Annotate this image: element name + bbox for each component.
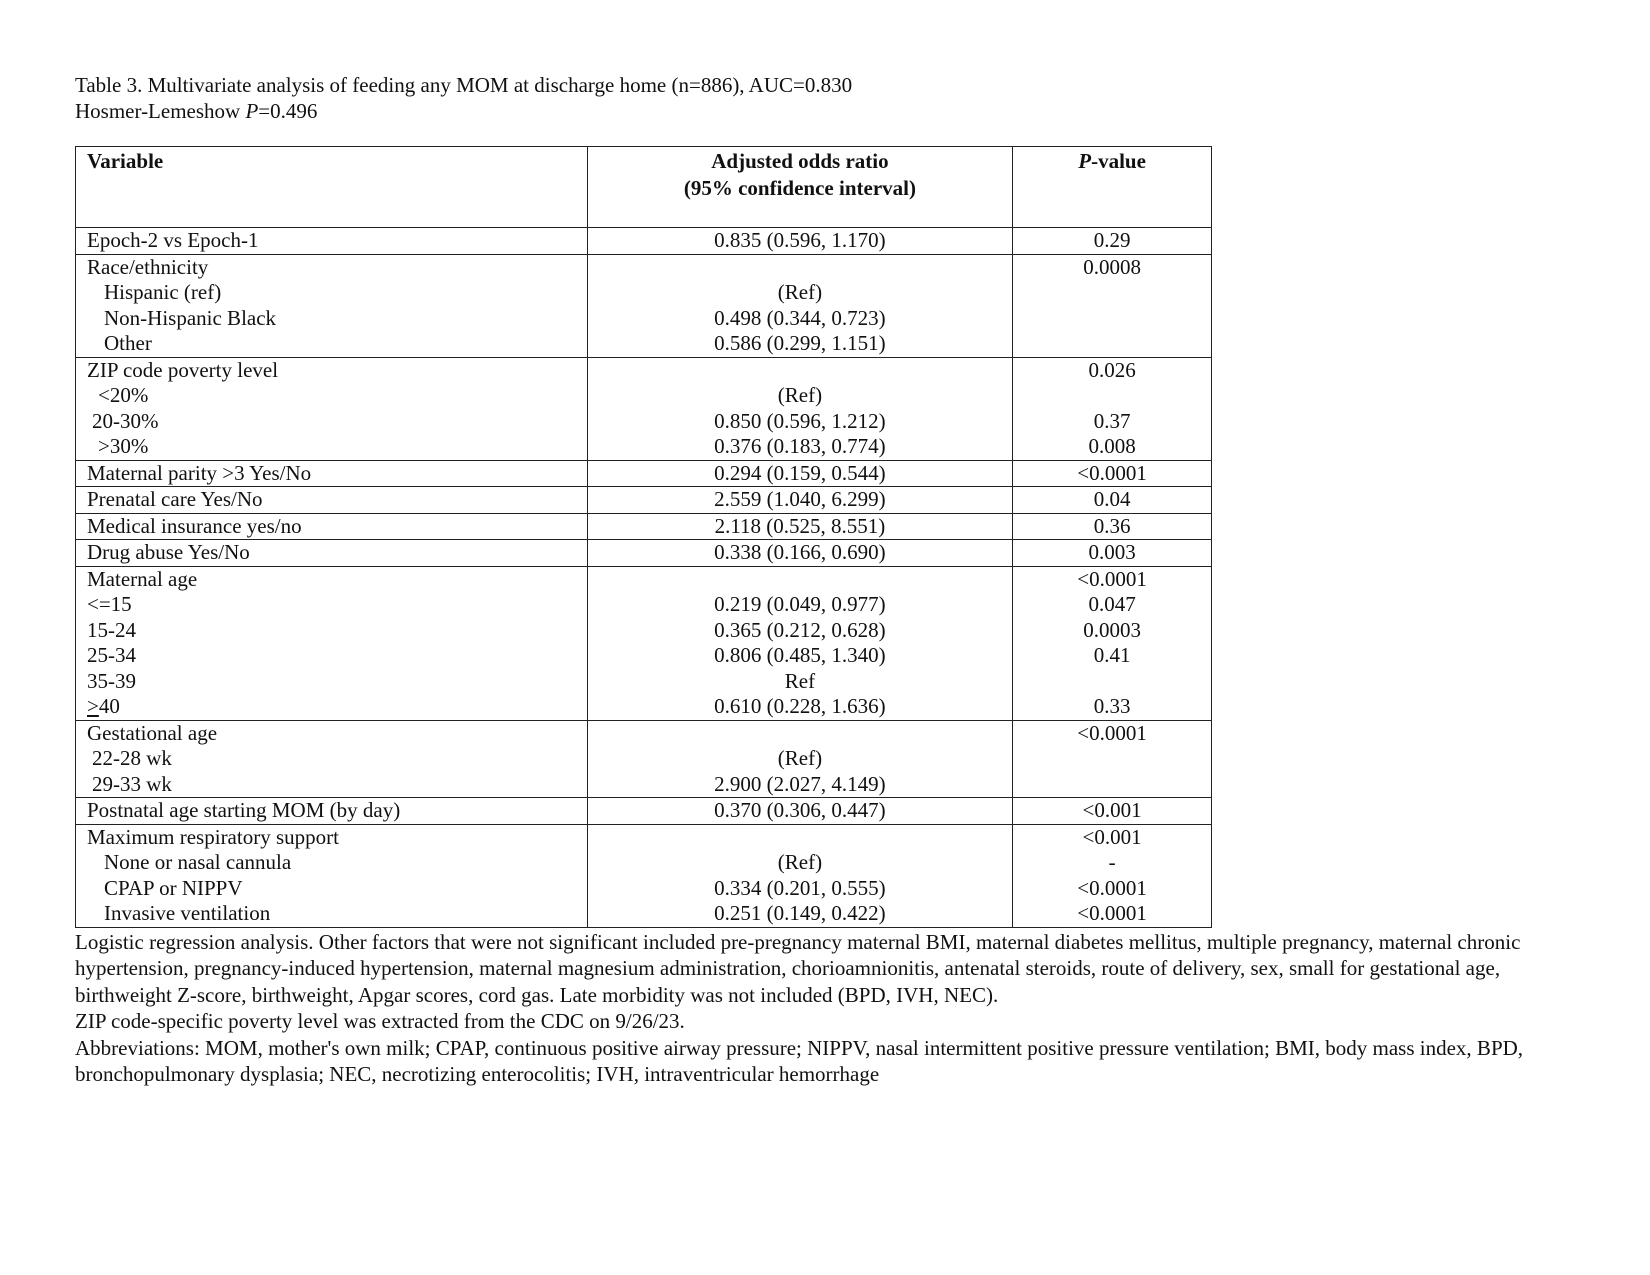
cell-p-value: [1013, 306, 1212, 332]
cell-p-value: 0.026: [1013, 357, 1212, 383]
table-row: [76, 280, 1212, 306]
cell-p-value: 0.047: [1013, 592, 1212, 618]
cell-odds-ratio: [587, 824, 1013, 850]
cell-odds-ratio: 0.370 (0.306, 0.447): [587, 798, 1013, 825]
table-row: [76, 540, 1212, 567]
cell-variable-rest: 40: [98, 694, 120, 718]
cell-p-value: [1013, 280, 1212, 306]
cell-variable: 22-28 wk: [76, 746, 588, 772]
cell-p-value: 0.003: [1013, 540, 1212, 567]
table-row: [76, 643, 1212, 669]
cell-p-value: 0.0008: [1013, 254, 1212, 280]
cell-p-value: 0.41: [1013, 643, 1212, 669]
underlined-symbol: >: [87, 694, 99, 718]
header-odds-ratio: [587, 147, 1013, 228]
table-group: [76, 228, 1212, 255]
cell-variable: <20%: [76, 383, 588, 409]
table-row: [76, 669, 1212, 695]
table-row: [76, 487, 1212, 514]
cell-p-value: <0.0001: [1013, 460, 1212, 487]
table-group: [76, 487, 1212, 514]
cell-odds-ratio: Ref: [587, 669, 1013, 695]
cell-variable: 15-24: [76, 618, 588, 644]
caption-line-2: [75, 98, 1595, 124]
cell-p-value: 0.36: [1013, 513, 1212, 540]
table-row: [76, 901, 1212, 927]
table-row: [76, 460, 1212, 487]
cell-odds-ratio: [587, 357, 1013, 383]
cell-odds-ratio: 2.559 (1.040, 6.299): [587, 487, 1013, 514]
header-or-line-2: (95% confidence interval): [683, 176, 916, 200]
table-group: [76, 720, 1212, 798]
note-zip: ZIP code-specific poverty level was extracted from the CDC on 9/26/23.: [75, 1009, 685, 1033]
cell-odds-ratio: (Ref): [587, 850, 1013, 876]
cell-p-value: -: [1013, 850, 1212, 876]
cell-odds-ratio: 0.850 (0.596, 1.212): [587, 409, 1013, 435]
table-row: [76, 357, 1212, 383]
table-row: [76, 850, 1212, 876]
header-p-italic: P: [1078, 149, 1092, 173]
cell-variable: Maternal age: [76, 566, 588, 592]
table-row: [76, 383, 1212, 409]
cell-odds-ratio: [587, 254, 1013, 280]
cell-p-value: 0.04: [1013, 487, 1212, 514]
cell-p-value: [1013, 669, 1212, 695]
cell-p-value: [1013, 772, 1212, 798]
cell-odds-ratio: (Ref): [587, 383, 1013, 409]
cell-odds-ratio: 2.900 (2.027, 4.149): [587, 772, 1013, 798]
cell-p-value: 0.008: [1013, 434, 1212, 460]
cell-variable: Non-Hispanic Black: [76, 306, 588, 332]
caption-hl-suffix: =0.496: [258, 99, 318, 123]
table-row: [76, 618, 1212, 644]
table-group: [76, 254, 1212, 357]
cell-variable: Maximum respiratory support: [76, 824, 588, 850]
cell-variable: Prenatal care Yes/No: [76, 487, 588, 514]
table-notes: [75, 929, 1595, 1088]
cell-variable: CPAP or NIPPV: [76, 876, 588, 902]
cell-odds-ratio: 0.498 (0.344, 0.723): [587, 306, 1013, 332]
cell-odds-ratio: 0.806 (0.485, 1.340): [587, 643, 1013, 669]
cell-variable: ZIP code poverty level: [76, 357, 588, 383]
cell-odds-ratio: [587, 720, 1013, 746]
cell-variable: Medical insurance yes/no: [76, 513, 588, 540]
table-row: [76, 876, 1212, 902]
table-group: [76, 460, 1212, 487]
table-group: [76, 566, 1212, 720]
table-row: [76, 772, 1212, 798]
table-group: [76, 798, 1212, 825]
cell-variable: 20-30%: [76, 409, 588, 435]
cell-variable: 25-34: [76, 643, 588, 669]
cell-odds-ratio: [587, 566, 1013, 592]
cell-odds-ratio: 0.251 (0.149, 0.422): [587, 901, 1013, 927]
table-group: [76, 540, 1212, 567]
header-or-line-1: Adjusted odds ratio: [711, 149, 889, 173]
cell-variable: Postnatal age starting MOM (by day): [76, 798, 588, 825]
table-row: [76, 694, 1212, 720]
cell-p-value: [1013, 331, 1212, 357]
table-row: [76, 798, 1212, 825]
caption-line-1: Table 3. Multivariate analysis of feeding any MOM at discharge home (n=886), AUC=0.830: [75, 73, 853, 97]
cell-odds-ratio: 0.376 (0.183, 0.774): [587, 434, 1013, 460]
cell-variable: <=15: [76, 592, 588, 618]
cell-variable: 29-33 wk: [76, 772, 588, 798]
cell-p-value: 0.29: [1013, 228, 1212, 255]
cell-variable: Epoch-2 vs Epoch-1: [76, 228, 588, 255]
cell-variable: Drug abuse Yes/No: [76, 540, 588, 567]
cell-variable: Invasive ventilation: [76, 901, 588, 927]
cell-variable: >30%: [76, 434, 588, 460]
caption-hl-prefix: Hosmer-Lemeshow: [75, 99, 246, 123]
cell-variable: [76, 694, 588, 720]
cell-p-value: <0.0001: [1013, 720, 1212, 746]
cell-p-value: <0.0001: [1013, 876, 1212, 902]
results-table: [75, 146, 1212, 928]
cell-variable: Other: [76, 331, 588, 357]
cell-variable: None or nasal cannula: [76, 850, 588, 876]
table-row: [76, 306, 1212, 332]
cell-odds-ratio: 0.294 (0.159, 0.544): [587, 460, 1013, 487]
table-header-row: [76, 147, 1212, 228]
table-row: [76, 824, 1212, 850]
document-page: [75, 72, 1595, 1088]
cell-p-value: 0.37: [1013, 409, 1212, 435]
table-caption: [75, 72, 1595, 124]
cell-variable: Maternal parity >3 Yes/No: [76, 460, 588, 487]
table-row: [76, 746, 1212, 772]
table-row: [76, 566, 1212, 592]
cell-p-value: <0.0001: [1013, 566, 1212, 592]
cell-odds-ratio: 0.338 (0.166, 0.690): [587, 540, 1013, 567]
cell-p-value: 0.33: [1013, 694, 1212, 720]
note-abbreviations: Abbreviations: MOM, mother's own milk; CPAP, continuous positive airway pressure; NIPPV, nasal intermittent positive pressure ventilation; BMI, body mass index, BPD, bronchopulmonary dysplasia; NEC, necrotizing enterocolitis; IVH, intraventricular hemorrhage: [75, 1035, 1524, 1086]
cell-odds-ratio: 0.835 (0.596, 1.170): [587, 228, 1013, 255]
table-group: [76, 824, 1212, 927]
cell-p-value: [1013, 746, 1212, 772]
note-logistic: Logistic regression analysis. Other factors that were not significant included pre-pregnancy maternal BMI, maternal diabetes mellitus, multiple pregnancy, maternal chronic hypertension, pregnancy-induced hypertension, maternal magnesium administration, chorioamnionitis, antenatal steroids, route of delivery, sex, small for gestational age, birthweight Z-score, birthweight, Apgar scores, cord gas. Late morbidity was not included (BPD, IVH, NEC).: [75, 929, 1521, 1007]
cell-variable: Hispanic (ref): [76, 280, 588, 306]
cell-odds-ratio: (Ref): [587, 746, 1013, 772]
cell-odds-ratio: 0.610 (0.228, 1.636): [587, 694, 1013, 720]
cell-odds-ratio: 0.219 (0.049, 0.977): [587, 592, 1013, 618]
table-row: [76, 592, 1212, 618]
table-row: [76, 331, 1212, 357]
cell-odds-ratio: 0.586 (0.299, 1.151): [587, 331, 1013, 357]
cell-p-value: <0.001: [1013, 824, 1212, 850]
table-row: [76, 409, 1212, 435]
table-group: [76, 357, 1212, 460]
cell-p-value: <0.001: [1013, 798, 1212, 825]
cell-variable: Gestational age: [76, 720, 588, 746]
cell-p-value: 0.0003: [1013, 618, 1212, 644]
header-p-rest: -value: [1091, 149, 1146, 173]
cell-p-value: <0.0001: [1013, 901, 1212, 927]
cell-odds-ratio: 0.365 (0.212, 0.628): [587, 618, 1013, 644]
table-group: [76, 513, 1212, 540]
cell-odds-ratio: 2.118 (0.525, 8.551): [587, 513, 1013, 540]
table-row: [76, 720, 1212, 746]
cell-variable: Race/ethnicity: [76, 254, 588, 280]
header-variable: Variable: [76, 147, 588, 228]
table-row: [76, 228, 1212, 255]
cell-variable: 35-39: [76, 669, 588, 695]
cell-p-value: [1013, 383, 1212, 409]
cell-odds-ratio: (Ref): [587, 280, 1013, 306]
header-p-value: [1013, 147, 1212, 228]
table-row: [76, 254, 1212, 280]
table-row: [76, 434, 1212, 460]
caption-hl-p: P: [245, 99, 259, 123]
table-row: [76, 513, 1212, 540]
cell-odds-ratio: 0.334 (0.201, 0.555): [587, 876, 1013, 902]
